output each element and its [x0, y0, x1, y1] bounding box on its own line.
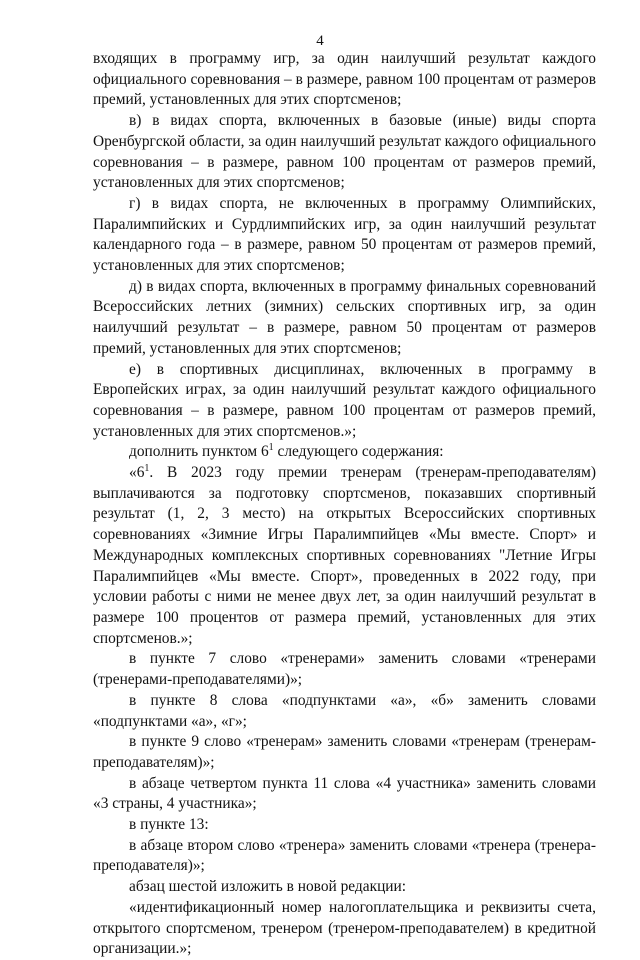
paragraph: в пункте 13:	[129, 816, 209, 834]
paragraph: входящих в программу игр, за один наилучший результат каждого официального соревнования – в размере, равном 100 процентам от размеров премий, установленных для этих спортсменов;	[93, 50, 596, 109]
superscript: 1	[144, 463, 150, 475]
paragraph: «идентификационный номер налогоплательщика и реквизиты счета, открытого спортсменом, тренером (тренером-преподавателем) в кредитной организации.»;	[93, 898, 596, 958]
paragraph: в пункте 9 слово «тренерам» заменить словами «тренерам (тренерам-преподавателям)»;	[93, 733, 596, 771]
paragraph-add-point	[93, 442, 596, 463]
paragraph: г) в видах спорта, не включенных в программу Олимпийских, Паралимпийских и Сурдлимпийских игр, за один наилучший результат календарного года – в размере, равном 50 процентам от размеров премий, установленных для этих спортсменов;	[93, 194, 596, 275]
paragraph: в пункте 7 слово «тренерами» заменить словами «тренерами (тренерами-преподавателями)»;	[93, 650, 596, 689]
paragraph: в пункте 8 слова «подпунктами «а», «б» заменить словами «подпунктами «а», «г»;	[93, 691, 596, 730]
paragraph: в абзаце втором слово «тренера» заменить словами «тренера (тренера-преподавателя)»;	[93, 836, 596, 875]
text-span: следующего содержания:	[273, 443, 444, 461]
paragraph: абзац шестой изложить в новой редакции:	[129, 878, 407, 896]
text-span: . В 2023 году премии тренерам (тренерам-преподавателям) выплачиваются за подготовку спортсменов, показавших спортивный результат (1, 2, 3 место) на открытых Всероссийских спортивных соревнованиях «Зимние Игры Паралимпийцев «Мы вместе. Спорт» и Международных комплексных спортивных соревнованиях "Летние Игры Паралимпийцев «Мы вместе. Спорт», проведенных в 2022 году, при условии работы с ними не менее двух лет, за один наилучший результат в размере 100 процентов от размера премий, установленных для этих спортсменов.»;	[93, 464, 596, 647]
page-number: 4	[316, 33, 324, 49]
paragraph: д) в видах спорта, включенных в программу финальных соревнований Всероссийских летних (зимних) сельских спортивных игр, за один наилучший результат – в размере, равном 50 процентам от размеров премий, установленных для этих спортсменов;	[93, 277, 596, 357]
paragraph: в) в видах спорта, включенных в базовые (иные) виды спорта Оренбургской области, за один наилучший результат каждого официального соревнования – в размере, равном 100 процентам от размеров премий, установленных для этих спортсменов;	[93, 112, 596, 192]
paragraph: в абзаце четвертом пункта 11 слова «4 участника» заменить словами «3 страны, 4 участника»;	[93, 774, 596, 813]
superscript: 1	[268, 442, 274, 454]
paragraph: е) в спортивных дисциплинах, включенных в программу в Европейских играх, за один наилучший результат каждого официального соревнования – в размере, равном 100 процентам от размеров премий, установленных для этих спортсменов.»;	[93, 360, 596, 440]
document-body	[93, 49, 596, 960]
text-span: дополнить пунктом 6	[129, 443, 269, 461]
text-span: «6	[129, 464, 145, 482]
paragraph-point-6-1	[93, 463, 596, 649]
